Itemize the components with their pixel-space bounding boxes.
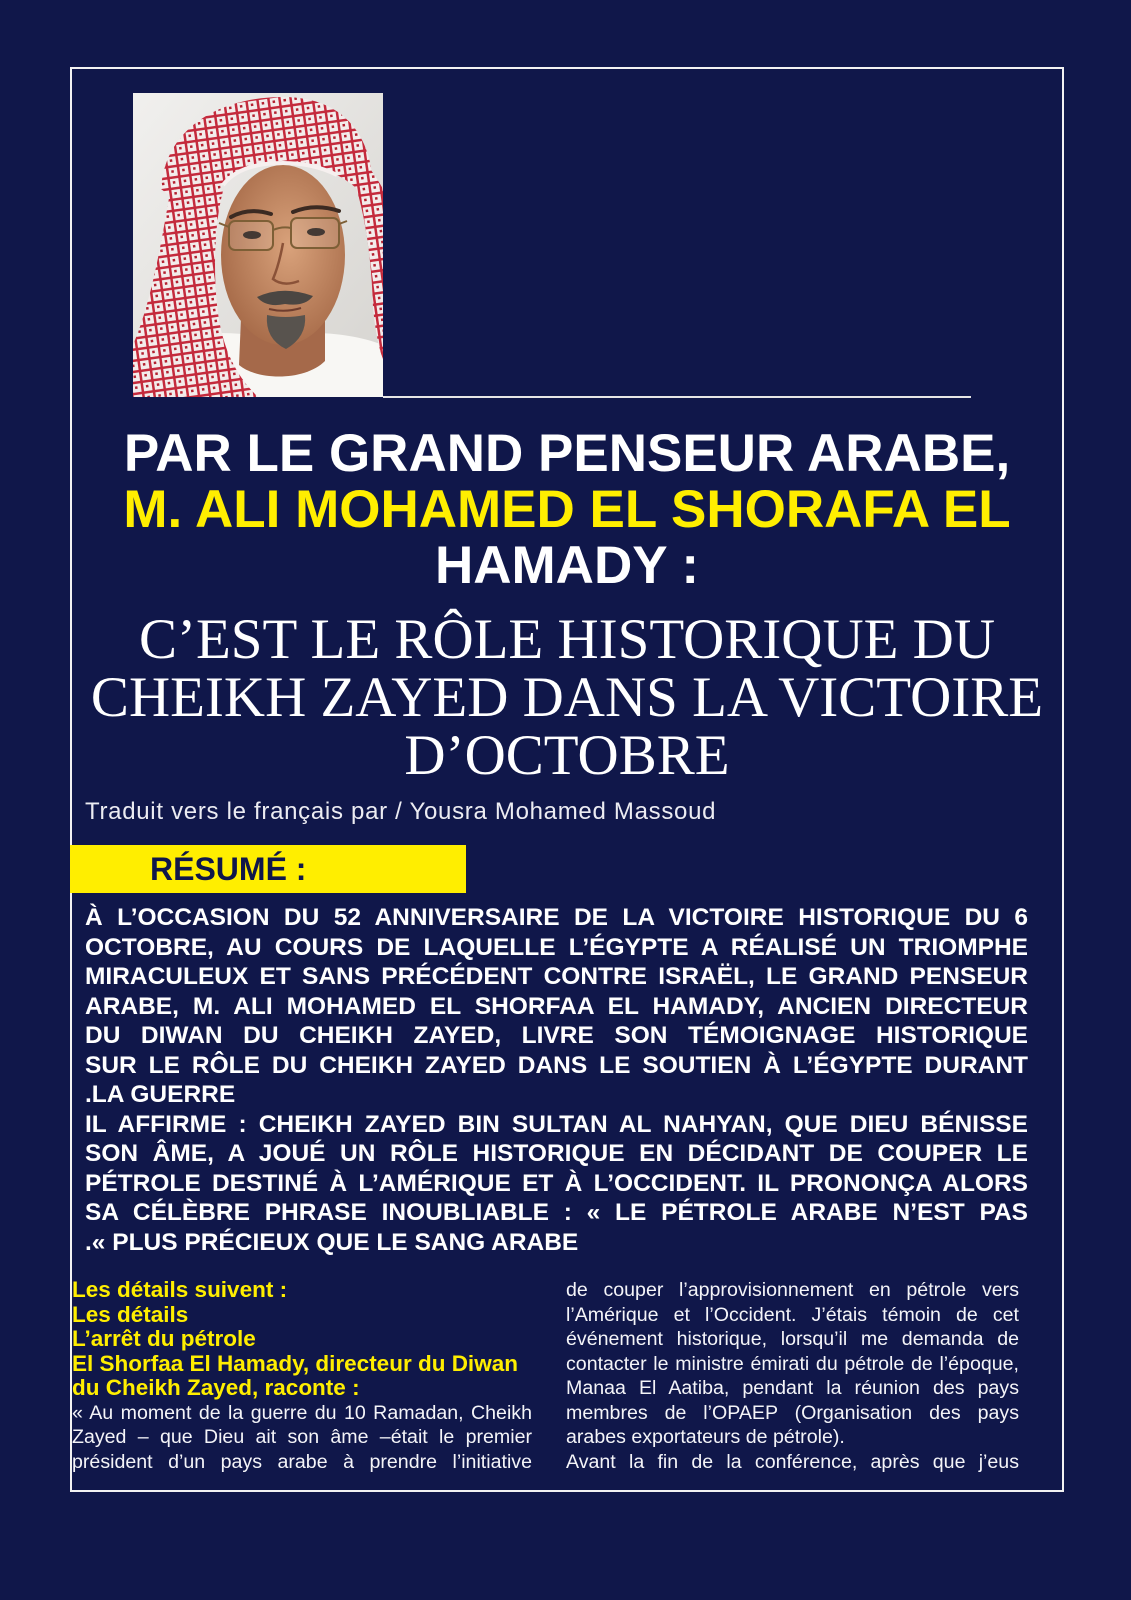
article-column-right [566, 1278, 1019, 1474]
body-line: « Au moment de la guerre du 10 Ramadan, Cheikh [72, 1401, 532, 1424]
summary-line: MIRACULEUX ET SANS PRÉCÉDENT CONTRE ISRAËL, LE GRAND PENSEUR [85, 963, 1028, 990]
translator-credit: Traduit vers le français par / Yousra Mohamed Massoud [85, 798, 717, 825]
summary-line: IL AFFIRME : CHEIKH ZAYED BIN SULTAN AL NAHYAN, QUE DIEU BÉNISSE [85, 1110, 1028, 1138]
summary-paragraph [85, 903, 1028, 1110]
article-column-left [72, 1278, 532, 1474]
photo-glasses-left-lens [229, 221, 273, 250]
body-line: membres de l’OPAEP (Organisation des pays [566, 1401, 1019, 1424]
summary-line: .LA GUERRE [85, 1081, 236, 1108]
headline-line: HAMADY : [434, 536, 700, 595]
summary-line: PÉTROLE DESTINÉ À L’AMÉRIQUE ET À L’OCCIDENT. IL PRONONÇA ALORS [85, 1169, 1028, 1197]
summary-line: À L’OCCASION DU 52 ANNIVERSAIRE DE LA VICTOIRE HISTORIQUE DU 6 [85, 904, 1028, 931]
photo-glasses-right-lens [291, 218, 339, 248]
summary-paragraph [85, 1110, 1028, 1258]
summary-line: SON ÂME, A JOUÉ UN RÔLE HISTORIQUE EN DÉCIDANT DE COUPER LE [85, 1140, 1028, 1167]
body-line: de couper l’approvisionnement en pétrole vers [566, 1279, 1019, 1301]
section-heading: du Cheikh Zayed, raconte : [72, 1375, 360, 1400]
summary-line: OCTOBRE, AU COURS DE LAQUELLE L’ÉGYPTE A RÉALISÉ UN TRIOMPHE [85, 933, 1028, 961]
photo-divider [383, 396, 971, 398]
subheadline-line: C’EST LE RÔLE HISTORIQUE DU [138, 608, 996, 671]
summary-line: .« PLUS PRÉCIEUX QUE LE SANG ARABE [85, 1228, 579, 1256]
subheadline-line: D’OCTOBRE [404, 724, 730, 787]
summary-label-bar [70, 845, 466, 893]
headline-name-line: M. ALI MOHAMED EL SHORAFA EL [123, 480, 1011, 539]
headline [72, 426, 1062, 594]
body-line: contacter le ministre émirati du pétrole de l’époque, [566, 1352, 1019, 1375]
body-line: Zayed – que Dieu ait son âme –était le premier [72, 1426, 532, 1448]
section-heading: L’arrêt du pétrole [72, 1326, 256, 1351]
section-heading: Les détails [72, 1301, 189, 1327]
body-line: événement historique, lorsqu’il me demanda de [566, 1328, 1019, 1350]
body-line: président d’un pays arabe à prendre l’initiative [72, 1450, 532, 1473]
body-paragraph [566, 1278, 1019, 1450]
summary-line: SUR LE RÔLE DU CHEIKH ZAYED DANS LE SOUTIEN À L’ÉGYPTE DURANT [85, 1051, 1028, 1079]
section-heading: Les détails suivent : [72, 1277, 288, 1302]
body-paragraph [566, 1450, 1019, 1475]
author-portrait [133, 93, 383, 397]
summary-line: ARABE, M. ALI MOHAMED EL SHORFAA EL HAMADY, ANCIEN DIRECTEUR [85, 992, 1028, 1020]
body-line: l’Amérique et l’Occident. J’étais témoin de cet [566, 1303, 1019, 1326]
body-line: Avant la fin de la conférence, après que j’eus [566, 1450, 1019, 1473]
subheadline-line: CHEIKH ZAYED DANS LA VICTOIRE [90, 666, 1044, 729]
summary-text [85, 903, 1028, 1257]
subheadline [72, 608, 1062, 787]
section-heading: El Shorfaa El Hamady, directeur du Diwan [72, 1350, 518, 1376]
summary-label: RÉSUMÉ : [150, 851, 307, 887]
headline-line: PAR LE GRAND PENSEUR ARABE, [123, 424, 1011, 483]
summary-line: DU DIWAN DU CHEIKH ZAYED, LIVRE SON TÉMOIGNAGE HISTORIQUE [85, 1022, 1028, 1049]
summary-line: SA CÉLÈBRE PHRASE INOUBLIABLE : « LE PÉTROLE ARABE N’EST PAS [85, 1199, 1028, 1226]
body-line: Manaa El Aatiba, pendant la réunion des pays [566, 1377, 1019, 1399]
body-line: arabes exportateurs de pétrole). [566, 1426, 845, 1448]
